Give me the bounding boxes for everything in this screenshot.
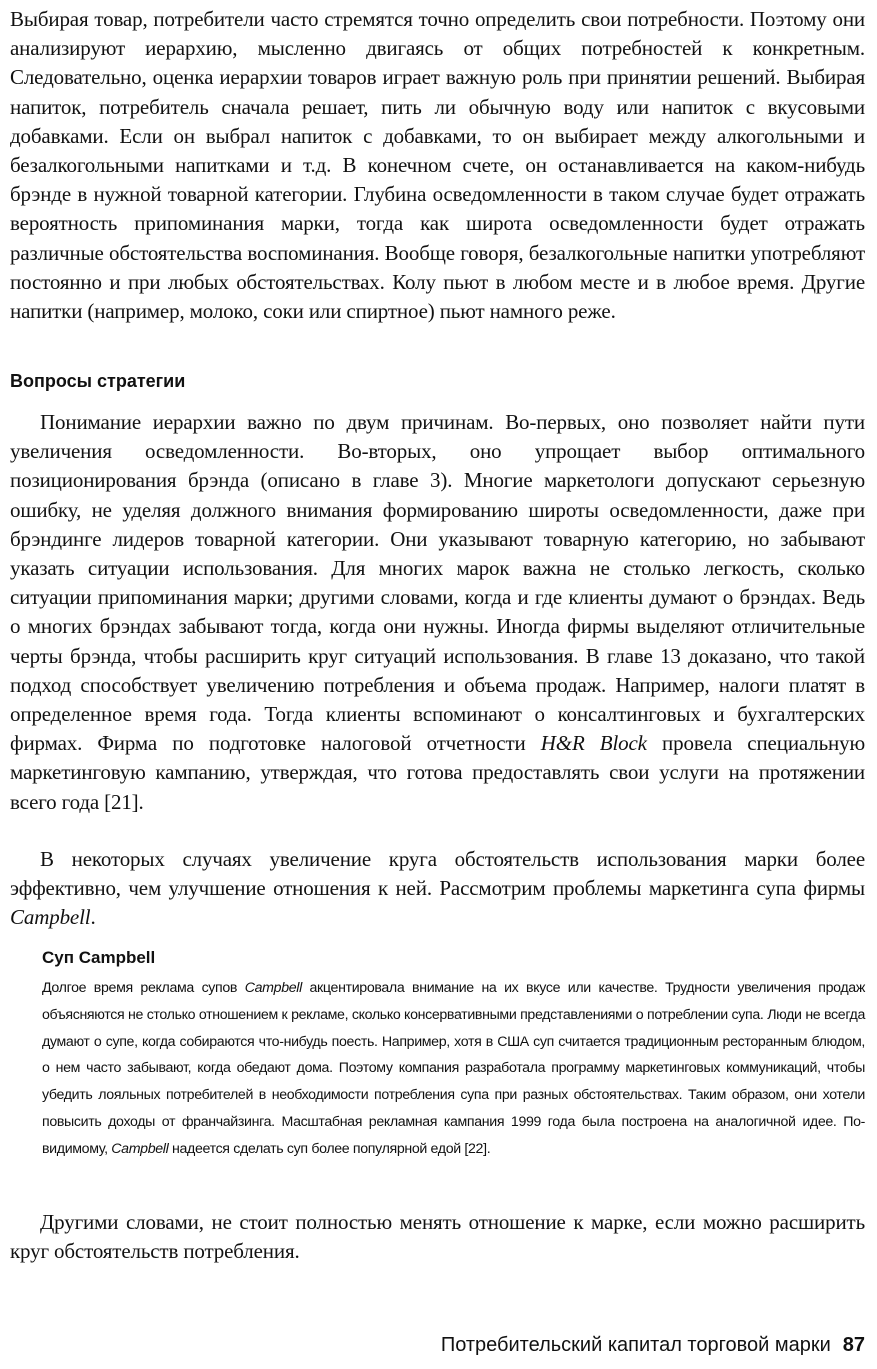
- paragraph-strategy: [10, 408, 865, 817]
- case-text-3: надеется сделать суп более популярной едой [22].: [168, 1140, 491, 1157]
- case-text-1: Долгое время реклама супов: [42, 980, 245, 996]
- paragraph-circumstances: [10, 845, 865, 933]
- brand-hr-block: H&R Block: [540, 731, 647, 756]
- paragraph-strategy-text-2: провела специальную маркетинговую кампанию, утверждая, что готова предоставлять свои услуги на протяжении всего года [21].: [10, 731, 865, 814]
- case-title: Суп Campbell: [42, 948, 156, 967]
- paragraph-hierarchy: Выбирая товар, потребители часто стремятся точно определить свои потребности. Поэтому они анализируют иерархию, мысленно двигаясь от общих потребностей к конкретным. Следовательно, оценка иерархии товаров играет важную роль при принятии решений. Выбирая напиток, потребитель сначала решает, пить ли обычную воду или напиток с вкусовыми добавками. Если он выбрал напиток с добавками, то он выбирает между алкогольными и безалкогольными напитками и т.д. В конечном счете, он останавливается на каком-нибудь брэнде в нужной товарной категории. Глубина осведомленности в таком случае будет отражать вероятность припоминания марки, тогда как широта осведомленности будет отражать различные обстоятельства воспоминания. Вообще говоря, безалкогольные напитки употребляют постоянно и при любых обстоятельствах. Колу пьют в любом месте и в любое время. Другие напитки (например, молоко, соки или спиртное) пьют намного реже.: [10, 7, 865, 324]
- section-heading-strategy: Вопросы стратегии: [10, 371, 186, 391]
- page-footer: [441, 1334, 865, 1357]
- running-title: Потребительский капитал торговой марки: [440, 1334, 831, 1356]
- case-text-2: акцентировала внимание на их вкусе или качестве. Трудности увеличения продаж объясняются не столько отношением к рекламе, сколько консервативными представлениями о потреблении супа. Люди не всегда думают о супе, когда собираются что-нибудь поесть. Например, хотя в США суп считается традиционным ресторанным блюдом, о нем часто забывают, когда обедают дома. Поэтому компания разработала программу маркетинговых коммуникаций, чтобы убедить лояльных потребителей в необходимости потребления супа при разных обстоятельствах. Таким образом, они хотели повысить доходы от франчайзинга. Масштабная рекламная кампания 1999 года была построена на аналогичной идее. По-видимому,: [42, 980, 865, 1157]
- case-brand-1: Campbell: [244, 980, 302, 996]
- brand-campbell: Campbell: [10, 905, 91, 930]
- paragraph-strategy-text-1: Понимание иерархии важно по двум причинам. Во-первых, оно позволяет найти пути увеличения осведомленности. Во-вторых, оно упрощает выбор оптимального позиционирования брэнда (описано в главе 3). Многие маркетологи допускают серьезную ошибку, не уделяя должного внимания формированию широты осведомленности, даже при брэндинге лидеров товарной категории. Они указывают товарную категорию, но забывают указать ситуации использования. Для многих марок важна не столько легкость, сколько ситуации припоминания марки; другими словами, когда и где клиенты думают о брэндах. Ведь о многих брэндах забывают тогда, когда они нужны. Иногда фирмы выделяют отличительные черты брэнда, чтобы расширить круг ситуаций использования. В главе 13 доказано, что такой подход способствует увеличению потребления и объема продаж. Например, налоги платят в определенное время года. Тогда клиенты вспоминают о консалтинговых и бухгалтерских фирмах. Фирма по подготовке налоговой отчетности: [10, 410, 865, 756]
- case-brand-2: Campbell: [111, 1140, 169, 1157]
- paragraph-circumstances-text-1: В некоторых случаях увеличение круга обстоятельств использования марки более эффективно, чем улучшение отношения к ней. Рассмотрим проблемы маркетинга супа фирмы: [10, 847, 865, 901]
- paragraph-circumstances-text-2: .: [90, 905, 96, 930]
- case-body: [42, 975, 865, 1163]
- page-number: 87: [842, 1334, 865, 1356]
- paragraph-conclusion: Другими словами, не стоит полностью менять отношение к марке, если можно расширить круг обстоятельств потребления.: [10, 1210, 865, 1264]
